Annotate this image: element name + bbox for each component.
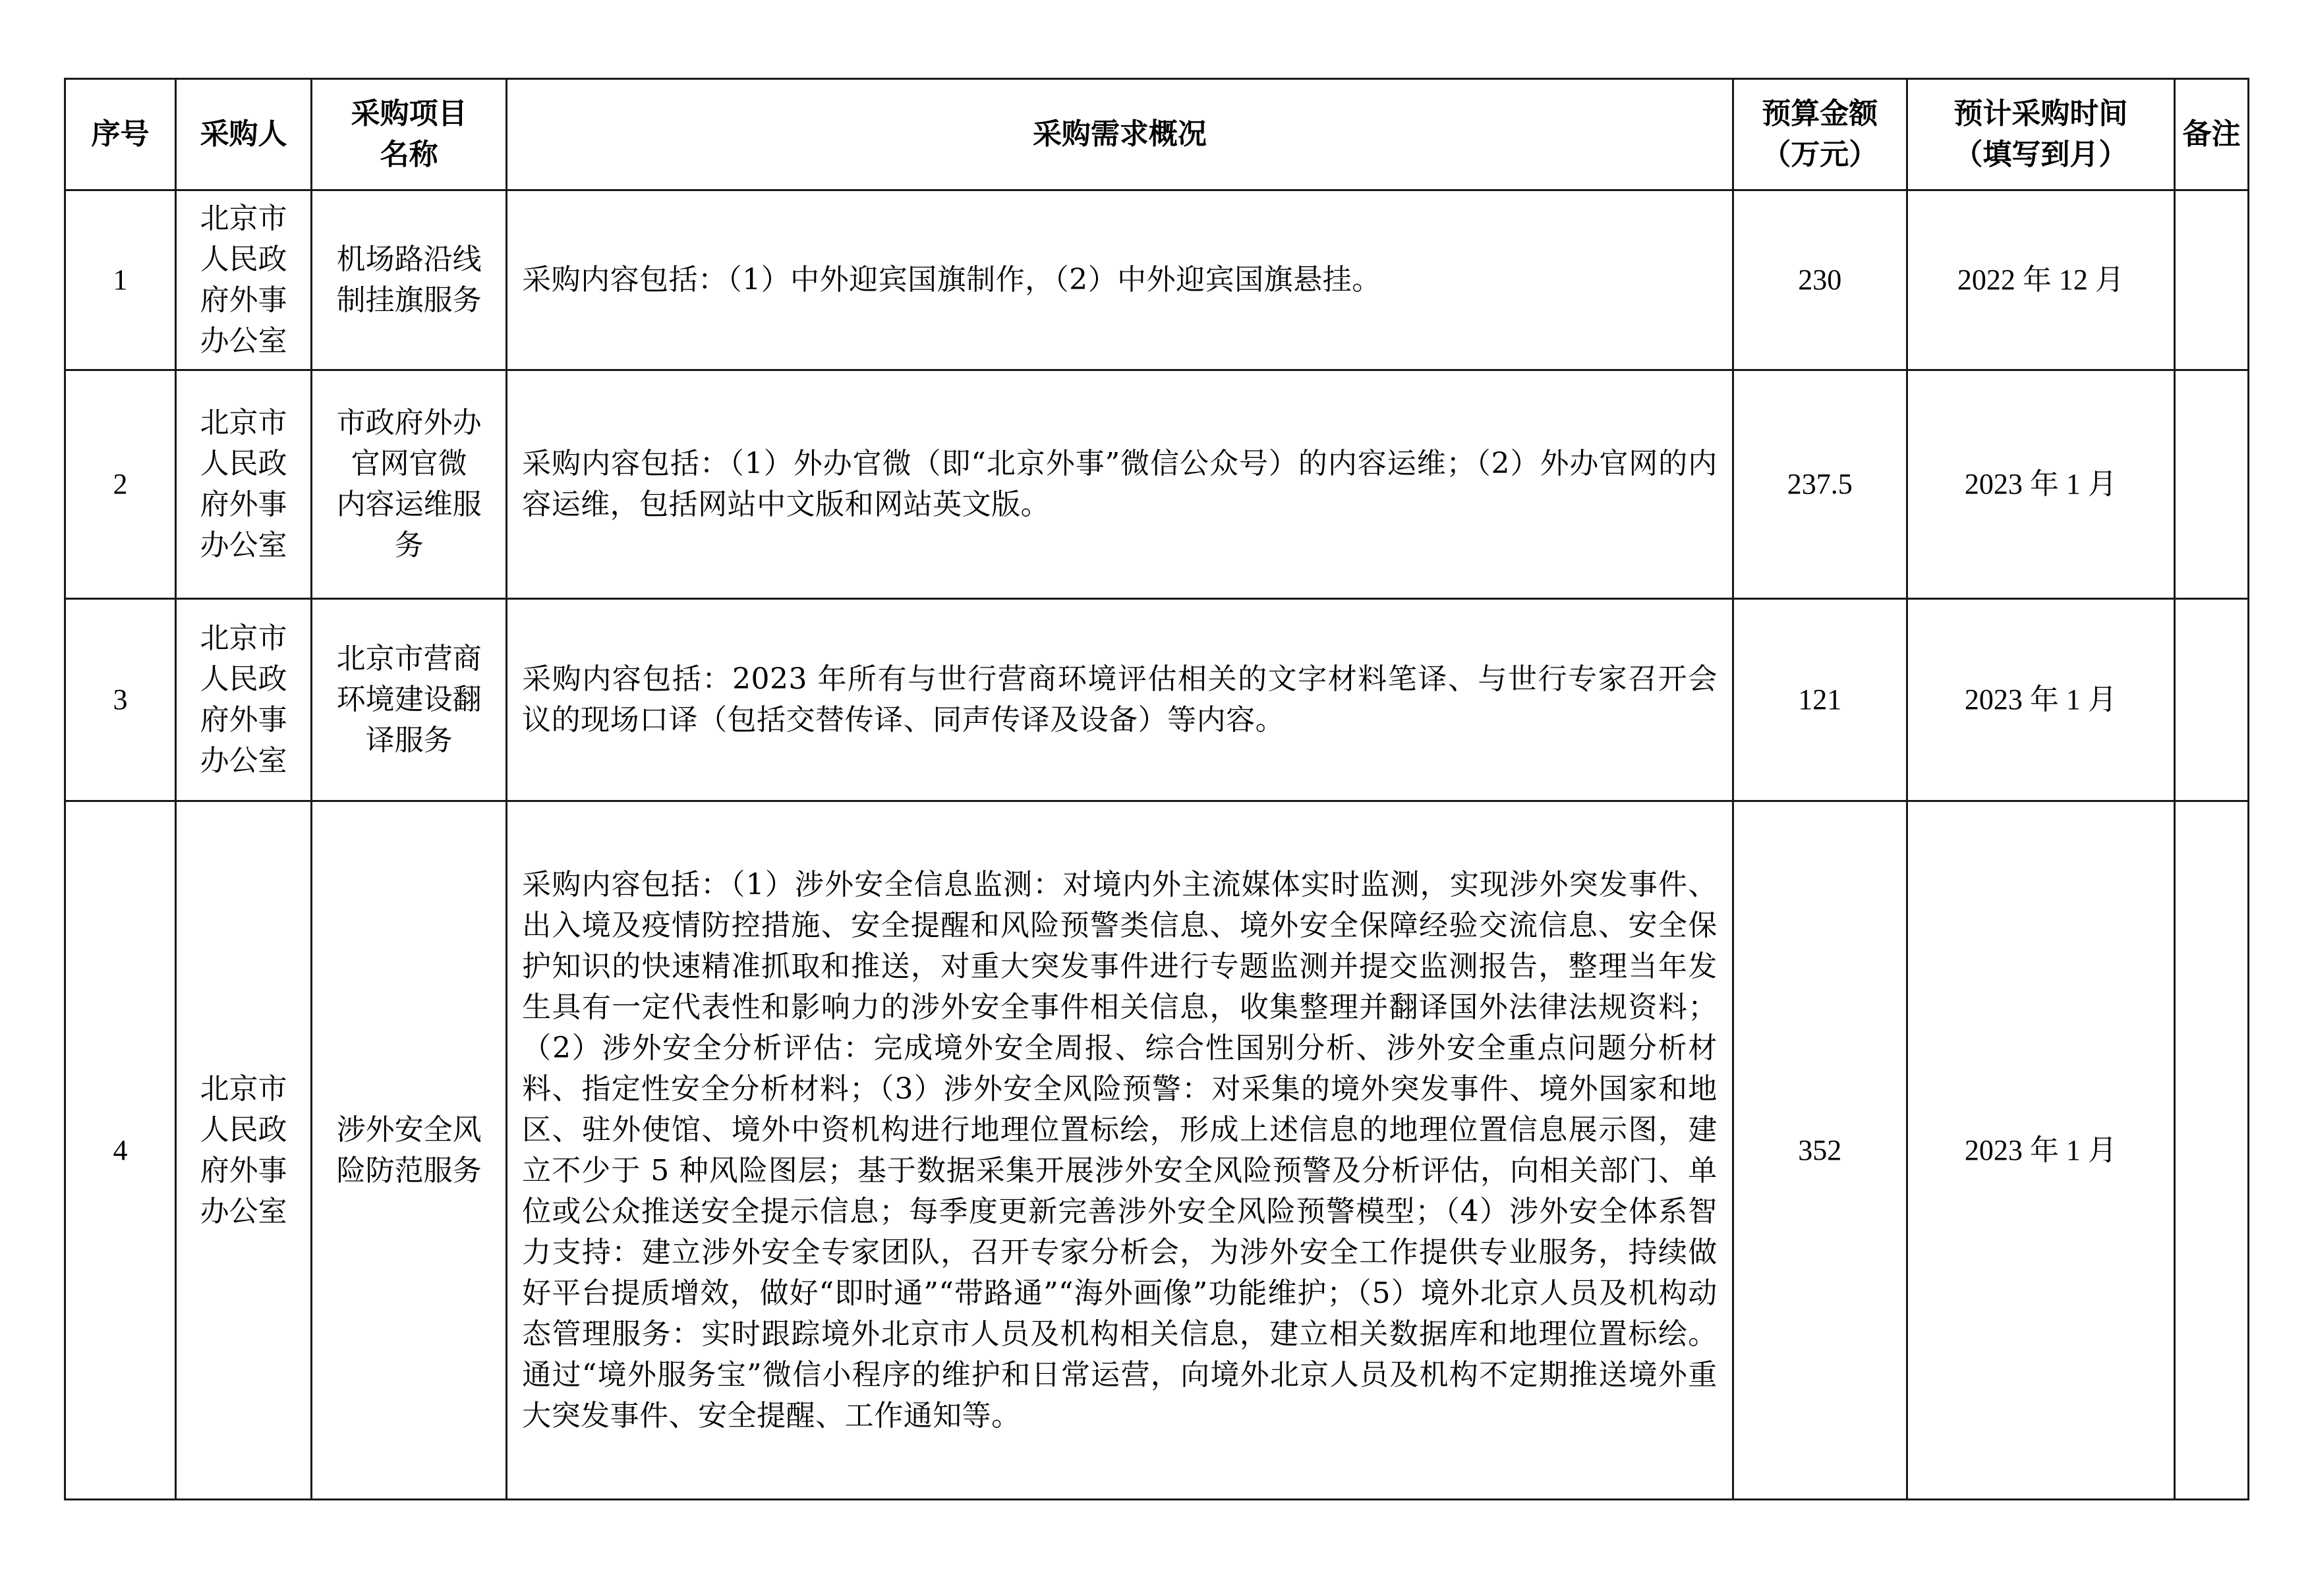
project-line: 险防范服务 [336,1153,482,1187]
buyer-line: 人民政 [200,662,287,696]
cell-description: 采购内容包括：（1）外办官微（即“北京外事”微信公众号）的内容运维；（2）外办官网的内容运维，包括网站中文版和网站英文版。 [507,370,1733,599]
cell-buyer [176,599,312,801]
buyer-line: 府外事 [200,703,287,737]
table-row [65,190,2249,370]
header-seq-label: 序号 [91,117,150,151]
header-project [312,79,507,190]
cell-seq: 3 [65,599,176,801]
cell-budget: 230 [1733,190,1907,370]
cell-budget: 121 [1733,599,1907,801]
cell-note [2174,801,2248,1500]
cell-seq: 1 [65,190,176,370]
project-line: 译服务 [365,724,453,757]
buyer-line: 人民政 [200,242,287,276]
header-project-line1: 采购项目 [351,97,467,130]
header-time-line2: （填写到月） [1953,138,2128,171]
buyer-line: 北京市 [200,406,287,440]
project-line: 制挂旗服务 [336,283,482,317]
header-description [507,79,1733,190]
header-buyer [176,79,312,190]
buyer-line: 人民政 [200,447,287,480]
project-line: 机场路沿线 [336,242,482,276]
buyer-line: 北京市 [200,1071,287,1106]
header-project-line2: 名称 [380,138,438,171]
project-line: 涉外安全风 [336,1112,482,1147]
cell-buyer [176,190,312,370]
cell-time: 2022 年 12 月 [1907,190,2174,370]
project-line: 官网官微 [351,447,467,480]
cell-budget: 237.5 [1733,370,1907,599]
project-line: 内容运维服 [336,488,482,521]
cell-time: 2023 年 1 月 [1907,599,2174,801]
cell-buyer [176,801,312,1500]
table-body [65,190,2249,1500]
cell-time: 2023 年 1 月 [1907,801,2174,1500]
header-row [65,79,2249,190]
buyer-line: 办公室 [200,324,287,358]
header-note-label: 备注 [2182,117,2241,151]
header-budget-line1: 预算金额 [1762,97,1878,130]
header-budget-line2: （万元） [1762,138,1878,171]
cell-note [2174,370,2248,599]
cell-description: 采购内容包括：（1）中外迎宾国旗制作，（2）中外迎宾国旗悬挂。 [507,190,1733,370]
header-note [2174,79,2248,190]
buyer-line: 府外事 [200,1153,287,1187]
project-line: 市政府外办 [336,406,482,440]
buyer-line: 府外事 [200,488,287,521]
header-time-line1: 预计采购时间 [1953,97,2128,130]
project-line: 务 [394,528,424,562]
cell-project [312,370,507,599]
cell-seq: 2 [65,370,176,599]
buyer-line: 人民政 [200,1112,287,1147]
cell-buyer [176,370,312,599]
buyer-line: 府外事 [200,283,287,317]
header-seq [65,79,176,190]
project-line: 环境建设翻 [336,683,482,716]
header-time [1907,79,2174,190]
procurement-table [64,78,2249,1500]
table-row [65,599,2249,801]
header-budget [1733,79,1907,190]
cell-note [2174,190,2248,370]
cell-project [312,599,507,801]
cell-time: 2023 年 1 月 [1907,370,2174,599]
cell-project [312,801,507,1500]
cell-project [312,190,507,370]
buyer-line: 北京市 [200,202,287,235]
buyer-line: 办公室 [200,744,287,778]
buyer-line: 北京市 [200,621,287,655]
header-description-label: 采购需求概况 [1032,117,1207,151]
table-header [65,79,2249,190]
table-row [65,370,2249,599]
cell-budget: 352 [1733,801,1907,1500]
buyer-line: 办公室 [200,528,287,562]
header-buyer-label: 采购人 [200,117,287,151]
cell-description: 采购内容包括：（1）涉外安全信息监测：对境内外主流媒体实时监测，实现涉外突发事件、出入境及疫情防控措施、安全提醒和风险预警类信息、境外安全保障经验交流信息、安全保护知识的快速精准抓取和推送，对重大突发事件进行专题监测并提交监测报告，整理当年发生具有一定代表性和影响力的涉外安全事件相关信息，收集整理并翻译国外法律法规资料；（2）涉外安全分析评估：完成境外安全周报、综合性国别分析、涉外安全重点问题分析材料、指定性安全分析材料；（3）涉外安全风险预警：对采集的境外突发事件、境外国家和地区、驻外使馆、境外中资机构进行地理位置标绘，形成上述信息的地理位置信息展示图，建立不少于 5 种风险图层；基于数据采集开展涉外安全风险预警及分析评估，向相关部门、单位或公众推送安全提示信息；每季度更新完善涉外安全风险预警模型；（4）涉外安全体系智力支持：建立涉外安全专家团队，召开专家分析会，为涉外安全工作提供专业服务，持续做好平台提质增效，做好“即时通”“带路通”“海外画像”功能维护；（5）境外北京人员及机构动态管理服务：实时跟踪境外北京市人员及机构相关信息，建立相关数据库和地理位置标绘。通过“境外服务宝”微信小程序的维护和日常运营，向境外北京人员及机构不定期推送境外重大突发事件、安全提醒、工作通知等。 [507,801,1733,1500]
table-row [65,801,2249,1500]
buyer-line: 办公室 [200,1194,287,1228]
cell-description: 采购内容包括：2023 年所有与世行营商环境评估相关的文字材料笔译、与世行专家召开会议的现场口译（包括交替传译、同声传译及设备）等内容。 [507,599,1733,801]
cell-seq: 4 [65,801,176,1500]
cell-note [2174,599,2248,801]
project-line: 北京市营商 [336,642,482,675]
